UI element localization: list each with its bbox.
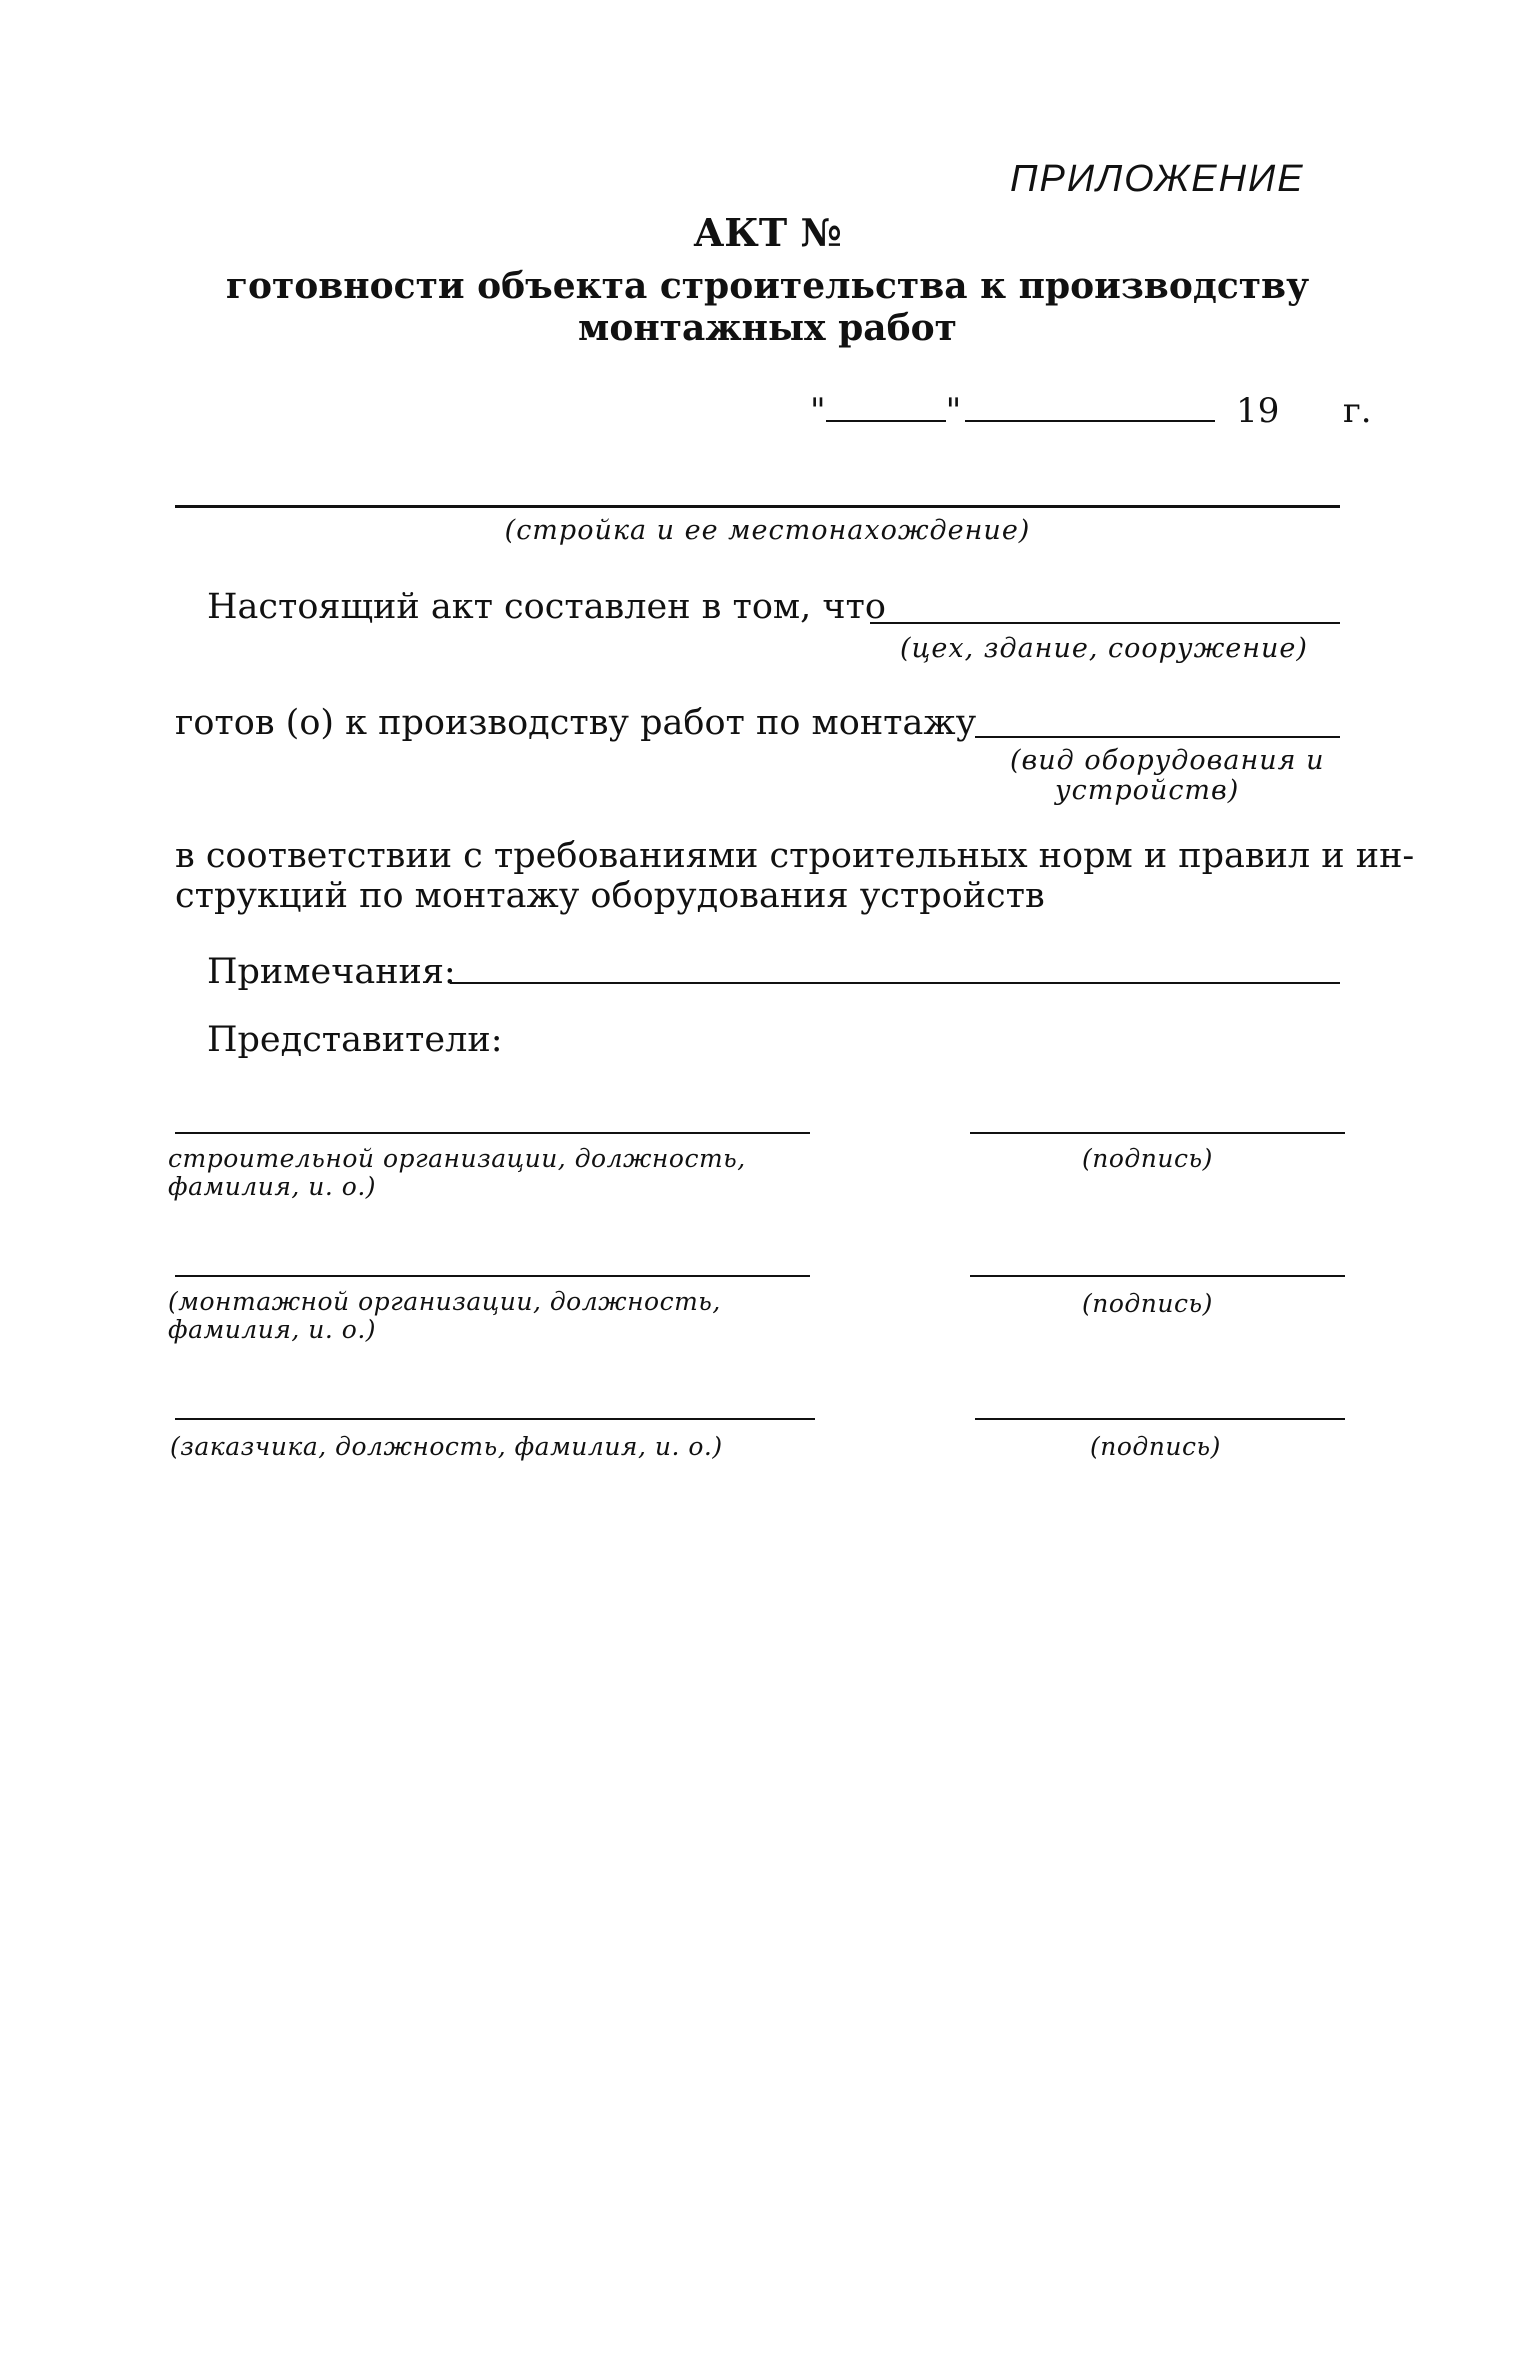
appendix-label: ПРИЛОЖЕНИЕ: [1010, 158, 1305, 200]
rep-3-signature-line[interactable]: [975, 1418, 1345, 1420]
site-caption: (стройка и ее местонахождение): [504, 515, 1031, 546]
rep-2-signature-line[interactable]: [970, 1275, 1345, 1277]
date-row: [810, 390, 1372, 431]
rep-2-signature-caption: (подпись): [1082, 1289, 1213, 1318]
rep-3-signature-caption: (подпись): [1090, 1432, 1221, 1461]
statement-caption: (цех, здание, сооружение): [900, 633, 1308, 664]
compliance-line-1: в соответствии с требованиями строительных норм и правил и ин-: [175, 836, 1415, 876]
notes-field-line[interactable]: [450, 982, 1340, 984]
compliance-line-2: струкций по монтажу оборудования устройств: [175, 876, 1045, 916]
rep-1-signature-caption: (подпись): [1082, 1144, 1213, 1173]
rep-1-caption-line-2: фамилия, и. о.): [168, 1172, 377, 1201]
ready-field-line[interactable]: [975, 736, 1340, 738]
document-subtitle: [0, 265, 1535, 349]
subtitle-line-1: готовности объекта строительства к производству: [225, 265, 1310, 307]
rep-2-name-line[interactable]: [175, 1275, 810, 1277]
date-open-quote: ": [810, 391, 826, 431]
rep-1-name-line[interactable]: [175, 1132, 810, 1134]
representatives-label: Представители:: [207, 1020, 503, 1060]
ready-caption-line-2: устройств): [1055, 775, 1240, 806]
document-title: АКТ №: [693, 210, 842, 255]
rep-2-caption-line-1: (монтажной организации, должность,: [168, 1287, 721, 1316]
rep-3-caption: [170, 1433, 870, 1461]
statement-field-line[interactable]: [870, 622, 1340, 624]
day-field[interactable]: [826, 390, 946, 422]
rep-3-name-line[interactable]: [175, 1418, 815, 1420]
month-field[interactable]: [965, 390, 1215, 422]
statement-text: Настоящий акт составлен в том, что: [207, 587, 886, 627]
rep-1-caption-line-1: строительной организации, должность,: [168, 1144, 746, 1173]
rep-3-caption-line-1: (заказчика, должность, фамилия, и. о.): [170, 1432, 723, 1461]
ready-caption-line-1: (вид оборудования и: [1010, 745, 1325, 776]
subtitle-line-2: монтажных работ: [578, 307, 957, 349]
compliance-text: [175, 836, 1414, 916]
rep-1-caption: [168, 1145, 828, 1201]
ready-caption: [1010, 746, 1324, 806]
rep-2-caption-line-2: фамилия, и. о.): [168, 1315, 377, 1344]
rep-2-caption: [168, 1288, 828, 1344]
site-field-line[interactable]: [175, 505, 1340, 508]
ready-text: готов (о) к производству работ по монтажу: [175, 703, 977, 743]
notes-label: Примечания:: [207, 952, 456, 992]
rep-1-signature-line[interactable]: [970, 1132, 1345, 1134]
year-prefix: 19: [1236, 391, 1280, 431]
date-close-quote: ": [945, 391, 962, 431]
year-suffix: г.: [1342, 391, 1372, 431]
year-field[interactable]: [1290, 392, 1320, 422]
